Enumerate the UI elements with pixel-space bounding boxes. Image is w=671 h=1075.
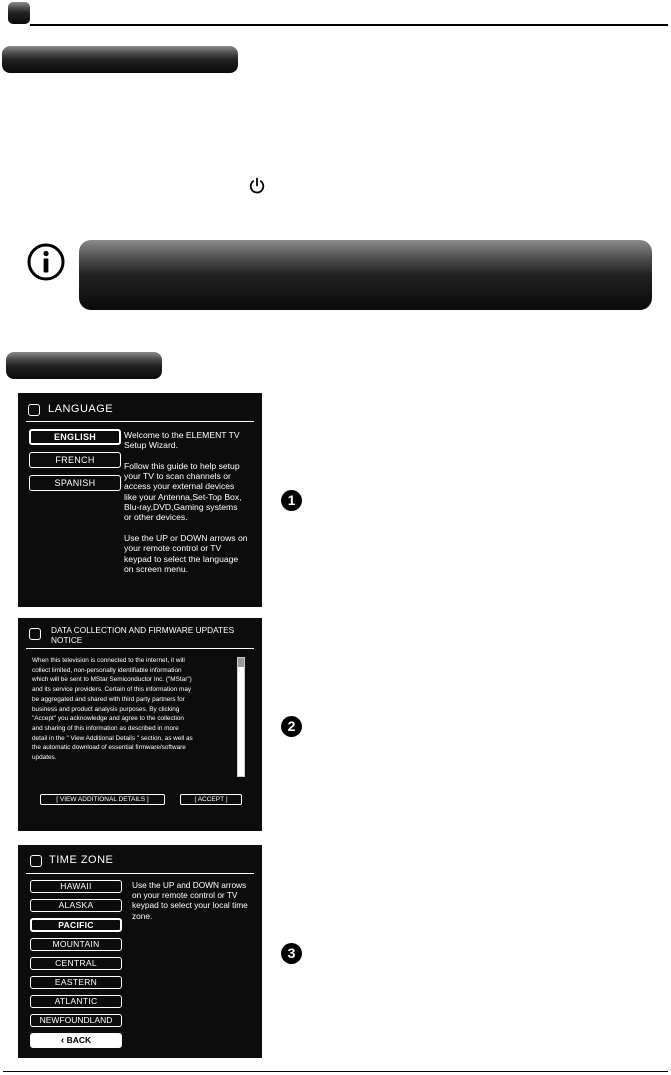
language-option-spanish[interactable]: SPANISH (29, 475, 121, 491)
step-2-badge: 2 (281, 716, 302, 737)
data-title: DATA COLLECTION AND FIRMWARE UPDATES NOTICE (51, 625, 235, 645)
info-note-box (79, 240, 652, 310)
chevron-left-icon: ‹ (60, 1035, 65, 1046)
section-bar-1 (2, 46, 238, 73)
step-3-badge: 3 (281, 943, 302, 964)
language-title: LANGUAGE (48, 403, 114, 415)
accept-button[interactable]: [ ACCEPT ] (180, 794, 242, 805)
timezone-option-newfoundland[interactable]: NEWFOUNDLAND (30, 1014, 122, 1027)
timezone-option-mountain[interactable]: MOUNTAIN (30, 938, 122, 951)
view-additional-details-button[interactable]: [ VIEW ADDITIONAL DETAILS ] (40, 794, 165, 805)
data-title-rule (26, 648, 254, 649)
timezone-checkbox (30, 855, 42, 867)
timezone-option-hawaii[interactable]: HAWAII (30, 880, 122, 893)
data-collection-screen (18, 618, 262, 831)
data-scrollbar[interactable] (237, 657, 245, 777)
header-rule (30, 24, 668, 26)
timezone-option-atlantic[interactable]: ATLANTIC (30, 995, 122, 1008)
timezone-title-rule (26, 873, 254, 874)
step-1-badge: 1 (281, 490, 302, 511)
data-checkbox (29, 628, 41, 640)
back-button-label: BACK (66, 1035, 92, 1045)
timezone-description: Use the UP and DOWN arrows on your remote control or TV keypad to select your local time zone. (132, 880, 248, 921)
timezone-option-alaska[interactable]: ALASKA (30, 899, 122, 912)
timezone-option-eastern[interactable]: EASTERN (30, 976, 122, 989)
language-option-english[interactable]: ENGLISH (29, 429, 121, 445)
section-bar-2 (6, 352, 162, 379)
power-icon (248, 177, 266, 195)
language-description: Welcome to the ELEMENT TV Setup Wizard. Follow this guide to help setup your TV to scan channels or access your external devices like your Antenna,Set-Top Box, Blu-ray,DVD,Gaming systems or other devices. Use the UP or DOWN arrows on your remote control or TV keypad to select the language on screen menu. (124, 430, 248, 574)
timezone-title: TIME ZONE (49, 854, 114, 866)
language-option-french[interactable]: FRENCH (29, 452, 121, 468)
timezone-option-pacific[interactable]: PACIFIC (30, 918, 122, 932)
header-badge (8, 2, 30, 24)
info-icon (26, 242, 66, 282)
language-screen (18, 393, 262, 607)
timezone-screen (18, 845, 262, 1058)
data-scrollbar-thumb[interactable] (238, 658, 244, 667)
footer-rule (3, 1071, 668, 1072)
language-checkbox (28, 404, 40, 416)
back-button[interactable] (30, 1033, 122, 1048)
timezone-option-central[interactable]: CENTRAL (30, 957, 122, 970)
language-title-rule (26, 421, 254, 422)
data-body-text: When this television is connected to the internet, it will collect limited, non-personally identifiable information which will be sent to MStar Semiconductor Inc. ("MStar") and its service providers. Certain of this information may be aggregated and shared with third party partners for business and product analysis purposes. By clicking "Accept" you acknowledge and agree to the collection and sharing of this information as described in more detail in the " View Additional Details " section, as well as the automatic download of essential firmware/software updates. (32, 657, 193, 762)
